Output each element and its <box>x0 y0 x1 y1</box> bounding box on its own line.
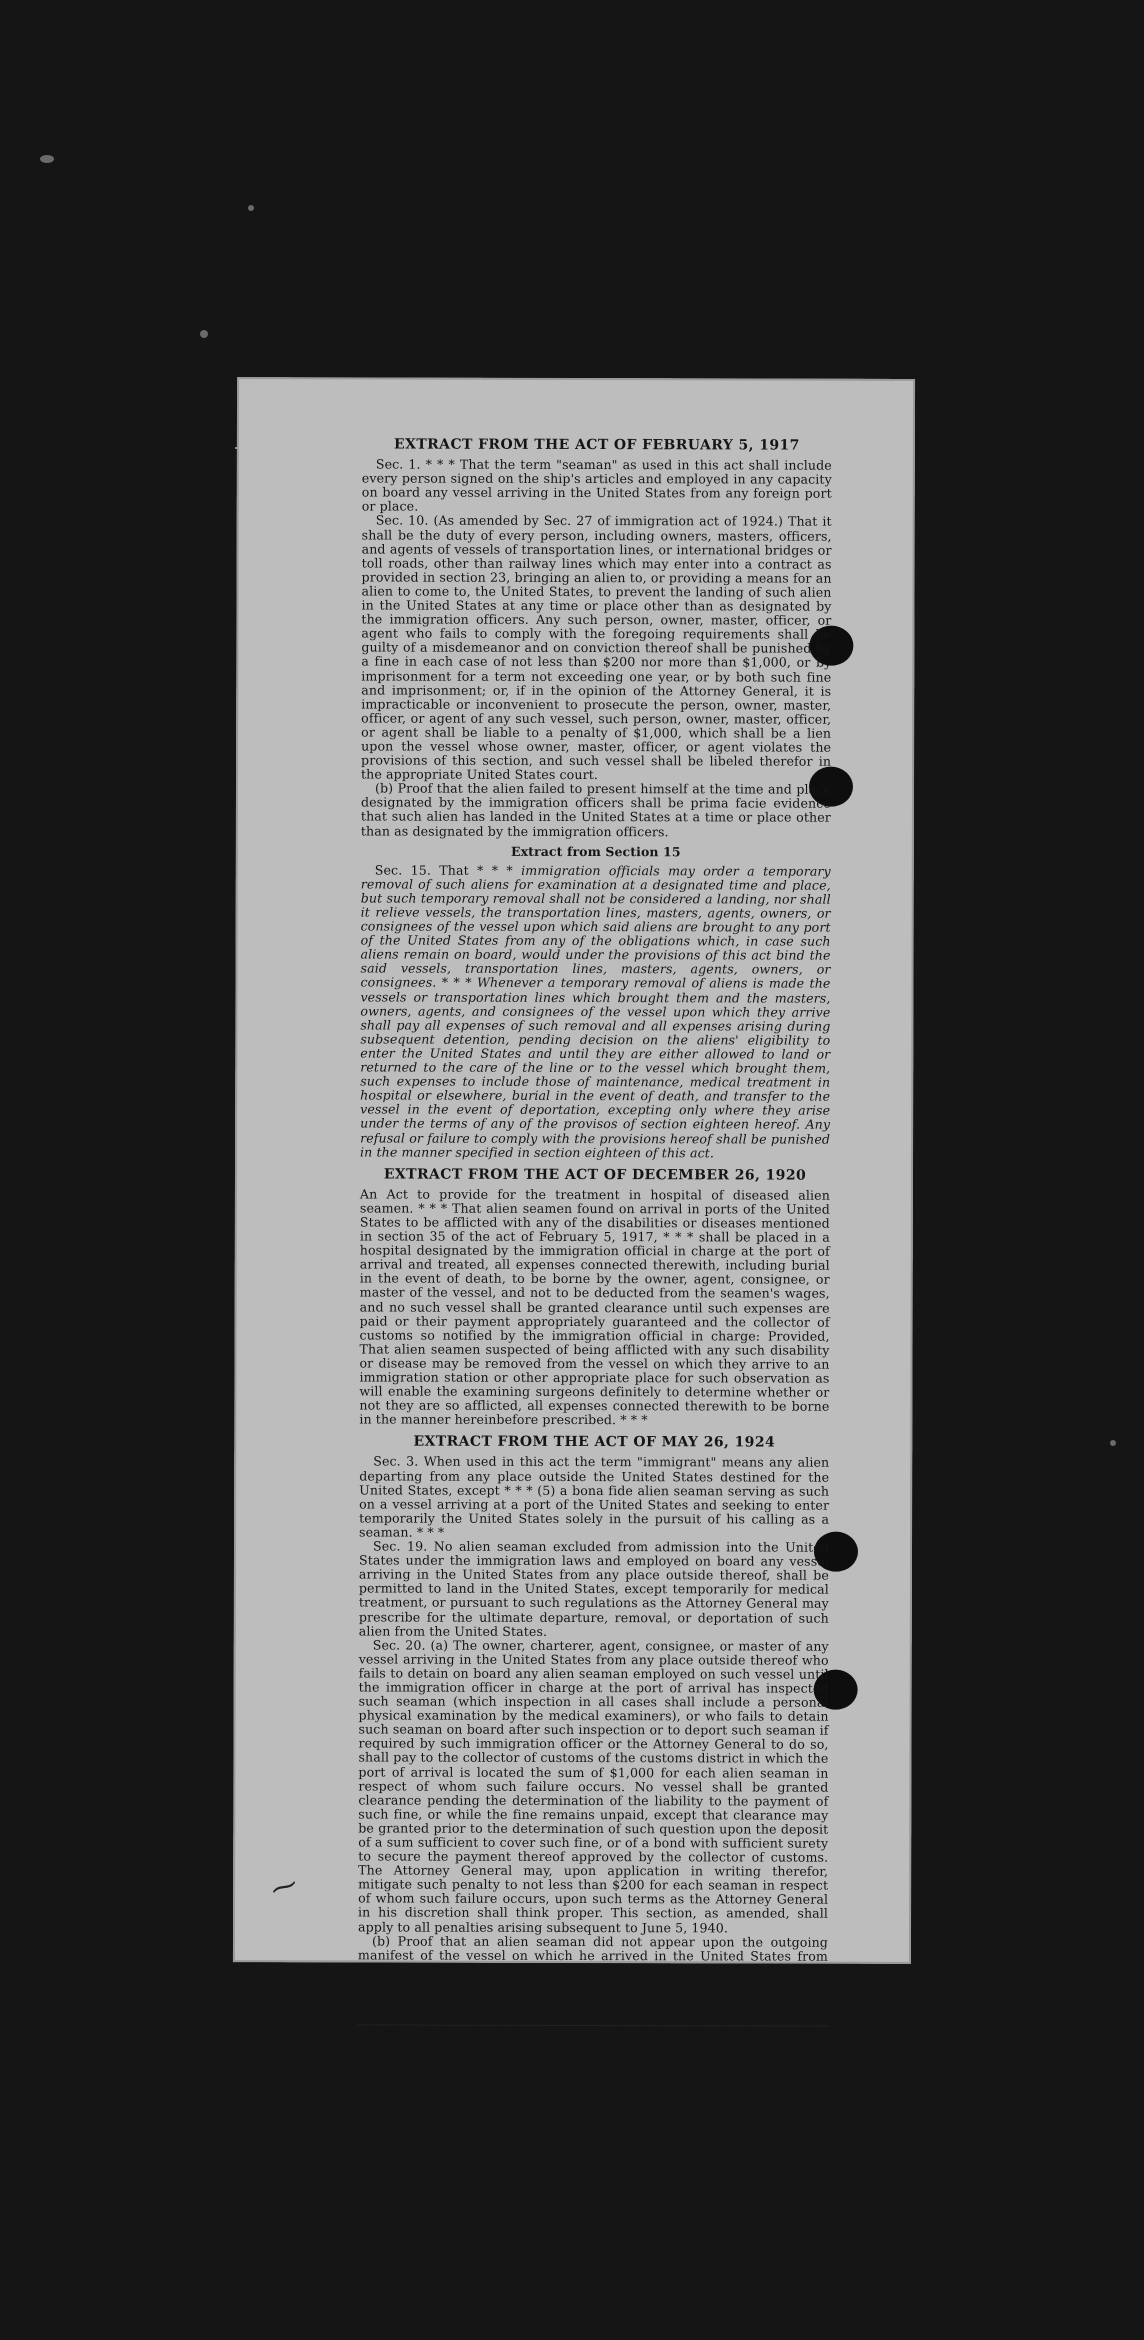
paragraph-sec-1: Sec. 1. * * * That the term "seaman" as used in this act shall include every person signed on the ship's articles and employed in any capacity on board any vessel arriving in the United States from any foreign port or place. <box>361 456 832 514</box>
scan-speck <box>1110 1440 1116 1446</box>
paragraph-sec-19: Sec. 19. No alien seaman excluded from admission into the United States under the immigration laws and employed on board any vessel arriving in the United States from any place outside thereof, shall be permitted to land in the United States, except temporarily for medical treatment, or pursuant to such regulations as the Attorney General may prescribe for the ultimate departure, removal, or deportation of such alien from the United States. <box>358 1538 830 1639</box>
sec-15-lead: Sec. 15. That * * * <box>374 862 513 878</box>
scan-speck <box>200 330 208 338</box>
paragraph-sec-20b: (b) Proof that an alien seaman did not appear upon the outgoing manifest of the vessel on which he arrived in the United States from any place outside thereof, or that he was reported by the master of such vessel as a deserter, shall be prima facie evidence of a failure to detain or deport after requirement by the immigration officer or the Attorney General. <box>357 1933 829 2019</box>
sec-15-italic-text: immigration officials may order a temporary removal of such aliens for examination at a designated time and place, but such temporary removal shall not be considered a landing, nor shall it relieve vessels, the transportation lines, masters, agents, owners, or consignees of the vessel upon which said aliens are brought to any port of the United States from any of the obligations which, in case such aliens remain on board, would under the provisions of this act bind the said vessels, transportation lines, masters, agents, owners, or consignees. * * * Whenever a temporary removal of aliens is made the vessels or transportation lines which brought them and the masters, owners, agents, and consignees of the vessel upon which they arrive shall pay all expenses of such removal and all expenses arising during subsequent detention, pending decision on the aliens' eligibility to enter the United States and until they are either allowed to land or returned to the care of the line or to the vessel which brought them, such expenses to include those of maintenance, medical treatment in hospital or elsewhere, burial in the event of death, and transfer to the vessel in the event of deportation, excepting only where they arise under the terms of any of the provisos of section eighteen hereof. Any refusal or failure to comply with the provisions hereof shall be punished in the manner specified in section eighteen of this act. <box>360 862 831 1160</box>
heading-act-1917: EXTRACT FROM THE ACT OF FEBRUARY 5, 1917 <box>393 436 800 454</box>
heading-act-1924: EXTRACT FROM THE ACT OF MAY 26, 1924 <box>413 1433 776 1451</box>
paragraph-sec-10b: (b) Proof that the alien failed to present himself at the time and place designated by the immigration officers shall be prima facie evidence that such alien has landed in the United States at a time or place other than as designated by the immigration officers. <box>360 780 832 839</box>
footnote-divider <box>358 2025 828 2027</box>
document-page <box>233 377 915 2141</box>
scan-speck <box>248 205 254 211</box>
paragraph-sec-3: Sec. 3. When used in this act the term "immigrant" means any alien departing from any place outside the United States destined for the United States, except * * * (5) a bona fide alien seaman serving as such on a vessel arriving at a port of the United States and seeking to enter temporarily the United States solely in the pursuit of his calling as a seaman. * * * <box>359 1453 830 1540</box>
ink-mark: ⁓ <box>266 1868 302 1906</box>
footnote: † When delivery to the immigration station is directed, the aliens must be detained on board of the ship on which they arrived pending delivery to the immigration station. Such transfer must be made by the most direct and expeditious route with the least possible contact with the public, and at the expense and responsibility of the steamship company. Aliens who have been held for further medical examination in the belief that they are suffering from communicable disease must be completely isolated from other passengers and from the public. <box>357 2028 828 2123</box>
paragraph-act-1920: An Act to provide for the treatment in hospital of diseased alien seamen. * * * That alien seamen found on arrival in ports of the United States to be afflicted with any of the disabilities or diseases mentioned in section 35 of the act of February 5, 1917, * * * shall be placed in a hospital designated by the immigration official in charge at the port of arrival and treated, all expenses connected therewith, including burial in the event of death, to be borne by the owner, agent, consignee, or master of the vessel, and not to be deducted from the seamen's wages, and no such vessel shall be granted clearance until such expenses are paid or their payment appropriately guaranteed and the collector of customs so notified by the immigration official in charge: Provided, That alien seamen suspected of being afflicted with any such disability or disease may be removed from the vessel on which they arrive to an immigration station or other appropriate place for such observation as will enable the examining surgeons definitely to determine whether or not they are so afflicted, all expenses connected therewith to be borne in the manner hereinbefore prescribed. * * * <box>359 1186 830 1428</box>
paragraph-sec-20a: Sec. 20. (a) The owner, charterer, agent, consignee, or master of any vessel arriving in the United States from any place outside thereof who fails to detain on board any alien seaman employed on such vessel until the immigration officer in charge at the port of arrival has inspected such seaman (which inspection in all cases shall include a personal physical examination by the medical examiners), or who fails to detain such seaman on board after such inspection or to deport such seaman if required by such immigration officer or the Attorney General to do so, shall pay to the collector of customs of the customs district in which the port of arrival is located the sum of $1,000 for each alien seaman in respect of whom such failure occurs. No vessel shall be granted clearance pending the determination of the liability to the payment of such fine, or while the fine remains unpaid, except that clearance may be granted prior to the determination of such question upon the deposit of a sum sufficient to cover such fine, or of a bond with sufficient surety to secure the payment thereof approved by the collector of customs. The Attorney General may, upon application in writing therefor, mitigate such penalty to not less than $200 for each seaman in respect of whom such failure occurs, upon such terms as the Attorney General in his discretion shall think proper. This section, as amended, shall apply to all penalties arising subsequent to June 5, 1940. <box>358 1637 829 1935</box>
form-number: 16—18927-1 <box>701 2127 780 2141</box>
heading-act-1920: EXTRACT FROM THE ACT OF DECEMBER 26, 1920 <box>383 1166 807 1184</box>
paragraph-sec-10: Sec. 10. (As amended by Sec. 27 of immigration act of 1924.) That it shall be the duty of every person, including owners, masters, officers, and agents of vessels of transportation lines, or international bridges or toll roads, other than railway lines which may enter into a contract as provided in section 23, bringing an alien to, or providing a means for an alien to come to, the United States, to prevent the landing of such alien in the United States at any time or place other than as designated by the immigration officers. Any such person, owner, master, officer, or agent who fails to comply with the foregoing requirements shall be guilty of a misdemeanor and on conviction thereof shall be punished by a fine in each case of not less than $200 nor more than $1,000, or by imprisonment for a term not exceeding one year, or by both such fine and imprisonment; or, if in the opinion of the Attorney General, it is impracticable or inconvenient to prosecute the person, owner, master, officer, or agent of any such vessel, such person, owner, master, officer, or agent shall be liable to a penalty of $1,000, which shall be a lien upon the vessel whose owner, master, officer, or agent violates the provisions of this section, and such vessel shall be libeled therefor in the appropriate United States court. <box>361 512 832 783</box>
document-text <box>357 429 831 2141</box>
paragraph-sec-15 <box>360 863 831 1160</box>
scan-speck <box>40 155 54 163</box>
subheading-section-15: Extract from Section 15 <box>510 843 681 859</box>
